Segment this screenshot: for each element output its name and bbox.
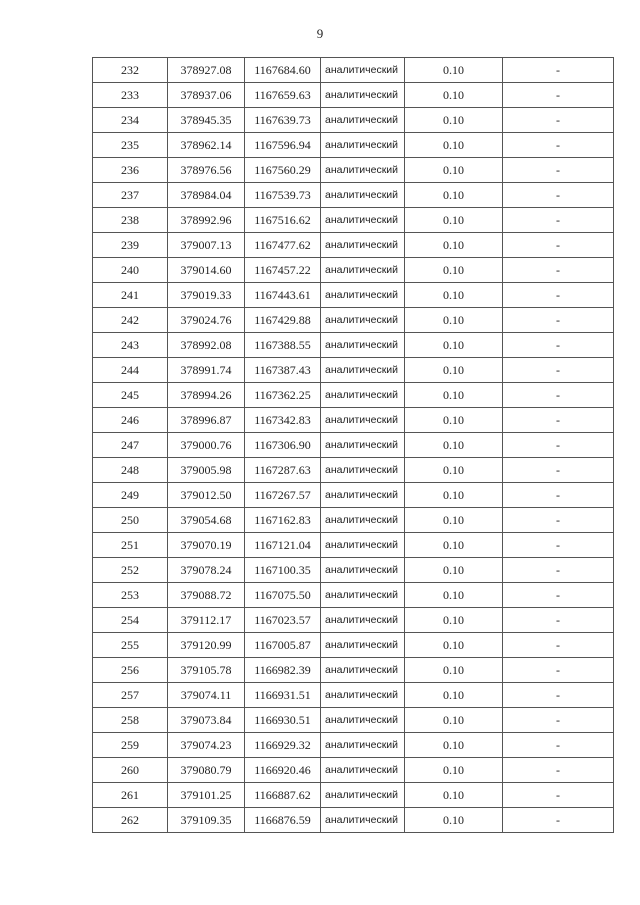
y-coordinate-cell: 1167075.50: [245, 583, 321, 608]
accuracy-cell: 0.10: [405, 508, 503, 533]
point-number-cell: 261: [93, 783, 168, 808]
note-cell: -: [503, 433, 614, 458]
y-coordinate-cell: 1167516.62: [245, 208, 321, 233]
note-cell: -: [503, 283, 614, 308]
x-coordinate-cell: 379105.78: [168, 658, 245, 683]
method-cell: аналитический: [321, 458, 405, 483]
x-coordinate-cell: 379074.23: [168, 733, 245, 758]
page-number: 9: [316, 26, 324, 41]
method-cell: аналитический: [321, 108, 405, 133]
note-cell: -: [503, 333, 614, 358]
table-row: [93, 558, 614, 583]
note-cell: -: [503, 733, 614, 758]
x-coordinate-cell: 378994.26: [168, 383, 245, 408]
x-coordinate-cell: 378976.56: [168, 158, 245, 183]
table-row: [93, 433, 614, 458]
x-coordinate-cell: 378991.74: [168, 358, 245, 383]
x-coordinate-cell: 378945.35: [168, 108, 245, 133]
table-row: [93, 258, 614, 283]
method-cell: аналитический: [321, 633, 405, 658]
x-coordinate-cell: 379073.84: [168, 708, 245, 733]
point-number-cell: 245: [93, 383, 168, 408]
accuracy-cell: 0.10: [405, 658, 503, 683]
accuracy-cell: 0.10: [405, 633, 503, 658]
method-cell: аналитический: [321, 808, 405, 833]
y-coordinate-cell: 1167023.57: [245, 608, 321, 633]
table-row: [93, 358, 614, 383]
note-cell: -: [503, 308, 614, 333]
note-cell: -: [503, 608, 614, 633]
table-row: [93, 533, 614, 558]
y-coordinate-cell: 1167659.63: [245, 83, 321, 108]
point-number-cell: 260: [93, 758, 168, 783]
x-coordinate-cell: 379054.68: [168, 508, 245, 533]
y-coordinate-cell: 1167005.87: [245, 633, 321, 658]
y-coordinate-cell: 1167342.83: [245, 408, 321, 433]
accuracy-cell: 0.10: [405, 333, 503, 358]
note-cell: -: [503, 133, 614, 158]
table-row: [93, 333, 614, 358]
method-cell: аналитический: [321, 483, 405, 508]
x-coordinate-cell: 379080.79: [168, 758, 245, 783]
y-coordinate-cell: 1167639.73: [245, 108, 321, 133]
x-coordinate-cell: 379005.98: [168, 458, 245, 483]
note-cell: -: [503, 658, 614, 683]
table-row: [93, 808, 614, 833]
table-row: [93, 708, 614, 733]
point-number-cell: 233: [93, 83, 168, 108]
table-row: [93, 283, 614, 308]
y-coordinate-cell: 1166887.62: [245, 783, 321, 808]
point-number-cell: 235: [93, 133, 168, 158]
x-coordinate-cell: 378927.08: [168, 58, 245, 83]
method-cell: аналитический: [321, 508, 405, 533]
note-cell: -: [503, 408, 614, 433]
point-number-cell: 255: [93, 633, 168, 658]
y-coordinate-cell: 1167477.62: [245, 233, 321, 258]
x-coordinate-cell: 378937.06: [168, 83, 245, 108]
y-coordinate-cell: 1167121.04: [245, 533, 321, 558]
point-number-cell: 251: [93, 533, 168, 558]
table-row: [93, 308, 614, 333]
y-coordinate-cell: 1167443.61: [245, 283, 321, 308]
point-number-cell: 254: [93, 608, 168, 633]
accuracy-cell: 0.10: [405, 133, 503, 158]
point-number-cell: 239: [93, 233, 168, 258]
table-row: [93, 58, 614, 83]
table-row: [93, 133, 614, 158]
method-cell: аналитический: [321, 683, 405, 708]
method-cell: аналитический: [321, 233, 405, 258]
method-cell: аналитический: [321, 658, 405, 683]
y-coordinate-cell: 1167429.88: [245, 308, 321, 333]
x-coordinate-cell: 379101.25: [168, 783, 245, 808]
y-coordinate-cell: 1167387.43: [245, 358, 321, 383]
table-row: [93, 83, 614, 108]
accuracy-cell: 0.10: [405, 458, 503, 483]
method-cell: аналитический: [321, 133, 405, 158]
method-cell: аналитический: [321, 258, 405, 283]
method-cell: аналитический: [321, 183, 405, 208]
method-cell: аналитический: [321, 783, 405, 808]
point-number-cell: 256: [93, 658, 168, 683]
accuracy-cell: 0.10: [405, 483, 503, 508]
accuracy-cell: 0.10: [405, 433, 503, 458]
y-coordinate-cell: 1166876.59: [245, 808, 321, 833]
accuracy-cell: 0.10: [405, 158, 503, 183]
note-cell: -: [503, 683, 614, 708]
x-coordinate-cell: 379109.35: [168, 808, 245, 833]
note-cell: -: [503, 483, 614, 508]
method-cell: аналитический: [321, 158, 405, 183]
method-cell: аналитический: [321, 608, 405, 633]
point-number-cell: 262: [93, 808, 168, 833]
note-cell: -: [503, 158, 614, 183]
table-row: [93, 783, 614, 808]
note-cell: -: [503, 233, 614, 258]
table-row: [93, 383, 614, 408]
x-coordinate-cell: 378962.14: [168, 133, 245, 158]
table-row: [93, 608, 614, 633]
x-coordinate-cell: 378992.08: [168, 333, 245, 358]
accuracy-cell: 0.10: [405, 108, 503, 133]
method-cell: аналитический: [321, 83, 405, 108]
method-cell: аналитический: [321, 758, 405, 783]
y-coordinate-cell: 1167100.35: [245, 558, 321, 583]
method-cell: аналитический: [321, 733, 405, 758]
point-number-cell: 257: [93, 683, 168, 708]
table-row: [93, 208, 614, 233]
method-cell: аналитический: [321, 583, 405, 608]
point-number-cell: 248: [93, 458, 168, 483]
y-coordinate-cell: 1166931.51: [245, 683, 321, 708]
x-coordinate-cell: 379074.11: [168, 683, 245, 708]
table-row: [93, 508, 614, 533]
note-cell: -: [503, 558, 614, 583]
accuracy-cell: 0.10: [405, 808, 503, 833]
note-cell: -: [503, 633, 614, 658]
accuracy-cell: 0.10: [405, 383, 503, 408]
accuracy-cell: 0.10: [405, 608, 503, 633]
note-cell: -: [503, 383, 614, 408]
point-number-cell: 258: [93, 708, 168, 733]
accuracy-cell: 0.10: [405, 583, 503, 608]
note-cell: -: [503, 808, 614, 833]
accuracy-cell: 0.10: [405, 408, 503, 433]
y-coordinate-cell: 1167539.73: [245, 183, 321, 208]
x-coordinate-cell: 378996.87: [168, 408, 245, 433]
note-cell: -: [503, 458, 614, 483]
accuracy-cell: 0.10: [405, 783, 503, 808]
y-coordinate-cell: 1166929.32: [245, 733, 321, 758]
y-coordinate-cell: 1167287.63: [245, 458, 321, 483]
point-number-cell: 250: [93, 508, 168, 533]
x-coordinate-cell: 379007.13: [168, 233, 245, 258]
x-coordinate-cell: 379120.99: [168, 633, 245, 658]
y-coordinate-cell: 1167560.29: [245, 158, 321, 183]
note-cell: -: [503, 783, 614, 808]
table-row: [93, 458, 614, 483]
table-row: [93, 233, 614, 258]
note-cell: -: [503, 108, 614, 133]
method-cell: аналитический: [321, 208, 405, 233]
accuracy-cell: 0.10: [405, 208, 503, 233]
note-cell: -: [503, 58, 614, 83]
table-row: [93, 633, 614, 658]
table-row: [93, 683, 614, 708]
x-coordinate-cell: 378992.96: [168, 208, 245, 233]
y-coordinate-cell: 1167162.83: [245, 508, 321, 533]
y-coordinate-cell: 1167388.55: [245, 333, 321, 358]
point-number-cell: 241: [93, 283, 168, 308]
accuracy-cell: 0.10: [405, 733, 503, 758]
point-number-cell: 249: [93, 483, 168, 508]
note-cell: -: [503, 83, 614, 108]
x-coordinate-cell: 379024.76: [168, 308, 245, 333]
y-coordinate-cell: 1167267.57: [245, 483, 321, 508]
table-row: [93, 183, 614, 208]
point-number-cell: 238: [93, 208, 168, 233]
accuracy-cell: 0.10: [405, 683, 503, 708]
x-coordinate-cell: 379014.60: [168, 258, 245, 283]
method-cell: аналитический: [321, 58, 405, 83]
point-number-cell: 247: [93, 433, 168, 458]
table-row: [93, 408, 614, 433]
note-cell: -: [503, 508, 614, 533]
x-coordinate-cell: 379019.33: [168, 283, 245, 308]
coordinates-table: [92, 57, 614, 833]
note-cell: -: [503, 258, 614, 283]
accuracy-cell: 0.10: [405, 358, 503, 383]
x-coordinate-cell: 379000.76: [168, 433, 245, 458]
accuracy-cell: 0.10: [405, 308, 503, 333]
note-cell: -: [503, 358, 614, 383]
y-coordinate-cell: 1167684.60: [245, 58, 321, 83]
method-cell: аналитический: [321, 433, 405, 458]
method-cell: аналитический: [321, 283, 405, 308]
point-number-cell: 236: [93, 158, 168, 183]
x-coordinate-cell: 379088.72: [168, 583, 245, 608]
point-number-cell: 259: [93, 733, 168, 758]
accuracy-cell: 0.10: [405, 758, 503, 783]
accuracy-cell: 0.10: [405, 283, 503, 308]
note-cell: -: [503, 583, 614, 608]
table-row: [93, 483, 614, 508]
method-cell: аналитический: [321, 533, 405, 558]
x-coordinate-cell: 379012.50: [168, 483, 245, 508]
note-cell: -: [503, 758, 614, 783]
note-cell: -: [503, 533, 614, 558]
accuracy-cell: 0.10: [405, 708, 503, 733]
point-number-cell: 237: [93, 183, 168, 208]
accuracy-cell: 0.10: [405, 558, 503, 583]
method-cell: аналитический: [321, 333, 405, 358]
y-coordinate-cell: 1167457.22: [245, 258, 321, 283]
accuracy-cell: 0.10: [405, 58, 503, 83]
note-cell: -: [503, 183, 614, 208]
y-coordinate-cell: 1166930.51: [245, 708, 321, 733]
y-coordinate-cell: 1166982.39: [245, 658, 321, 683]
method-cell: аналитический: [321, 383, 405, 408]
accuracy-cell: 0.10: [405, 183, 503, 208]
method-cell: аналитический: [321, 408, 405, 433]
accuracy-cell: 0.10: [405, 533, 503, 558]
accuracy-cell: 0.10: [405, 83, 503, 108]
x-coordinate-cell: 379078.24: [168, 558, 245, 583]
table-row: [93, 108, 614, 133]
x-coordinate-cell: 379112.17: [168, 608, 245, 633]
method-cell: аналитический: [321, 708, 405, 733]
note-cell: -: [503, 208, 614, 233]
y-coordinate-cell: 1167362.25: [245, 383, 321, 408]
y-coordinate-cell: 1167596.94: [245, 133, 321, 158]
point-number-cell: 242: [93, 308, 168, 333]
point-number-cell: 252: [93, 558, 168, 583]
point-number-cell: 253: [93, 583, 168, 608]
x-coordinate-cell: 379070.19: [168, 533, 245, 558]
point-number-cell: 240: [93, 258, 168, 283]
y-coordinate-cell: 1167306.90: [245, 433, 321, 458]
table-row: [93, 158, 614, 183]
table-row: [93, 733, 614, 758]
table-row: [93, 658, 614, 683]
accuracy-cell: 0.10: [405, 258, 503, 283]
point-number-cell: 243: [93, 333, 168, 358]
point-number-cell: 234: [93, 108, 168, 133]
accuracy-cell: 0.10: [405, 233, 503, 258]
point-number-cell: 246: [93, 408, 168, 433]
y-coordinate-cell: 1166920.46: [245, 758, 321, 783]
note-cell: -: [503, 708, 614, 733]
table-row: [93, 583, 614, 608]
x-coordinate-cell: 378984.04: [168, 183, 245, 208]
point-number-cell: 244: [93, 358, 168, 383]
method-cell: аналитический: [321, 308, 405, 333]
method-cell: аналитический: [321, 358, 405, 383]
point-number-cell: 232: [93, 58, 168, 83]
method-cell: аналитический: [321, 558, 405, 583]
table-row: [93, 758, 614, 783]
